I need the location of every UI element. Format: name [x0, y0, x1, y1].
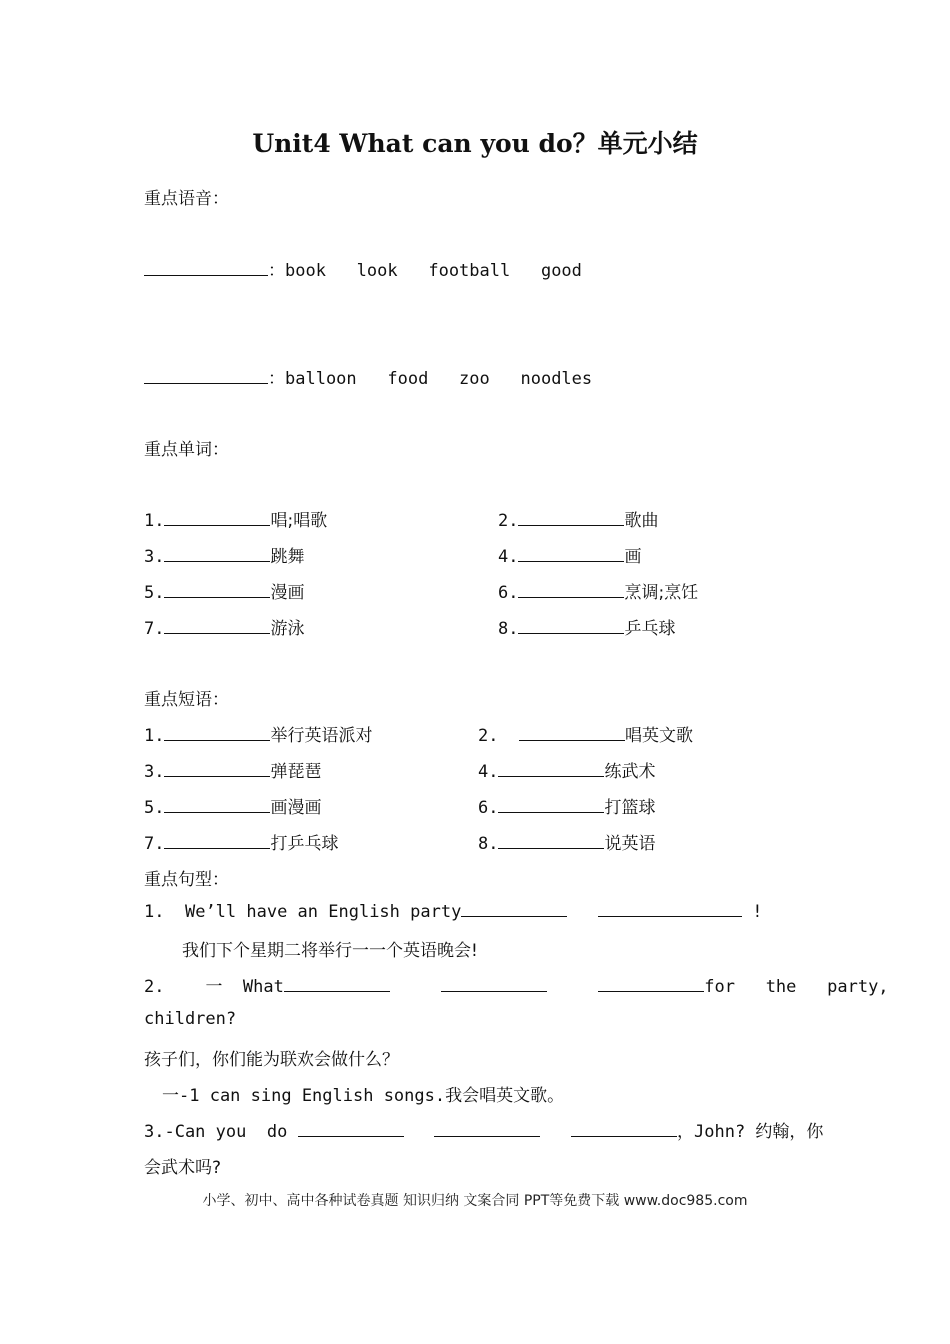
answer-blank[interactable]	[164, 509, 270, 526]
answer-blank[interactable]	[164, 581, 270, 598]
answer-blank[interactable]	[441, 975, 547, 992]
phrases-heading: 重点短语：	[144, 690, 229, 710]
answer-blank[interactable]	[498, 832, 604, 849]
word: good	[540, 261, 582, 281]
answer-blank[interactable]	[518, 509, 624, 526]
vocab-item: 4. 画	[498, 547, 642, 567]
answer-blank[interactable]	[571, 1120, 677, 1137]
answer-blank[interactable]	[164, 617, 270, 634]
sentences-heading: 重点句型：	[144, 870, 229, 890]
answer-blank[interactable]	[461, 900, 567, 917]
word: football	[428, 261, 511, 281]
vocab-item: 5. 漫画	[144, 583, 305, 603]
sentence-2: 2. 一 What for the party,	[144, 977, 889, 997]
answer-blank[interactable]	[164, 724, 270, 741]
colon: ：	[268, 369, 285, 389]
vocab-item: 2. 歌曲	[498, 511, 659, 531]
sentence-2-cont: children?	[144, 1009, 237, 1029]
answer-blank[interactable]	[284, 975, 390, 992]
footer-text: 小学、初中、高中各种试卷真题 知识归纳 文案合同 PPT等免费下载 www.doc985.com	[202, 1193, 748, 1209]
answer-blank[interactable]	[518, 581, 624, 598]
phrase-item: 2. 唱英文歌	[478, 726, 693, 746]
phrase-item: 5. 画漫画	[144, 798, 322, 818]
answer-blank[interactable]	[144, 367, 268, 384]
phrase-item: 6. 打篮球	[478, 798, 656, 818]
answer-blank[interactable]	[164, 760, 270, 777]
word: food	[387, 369, 429, 389]
vocab-item: 8. 乒乓球	[498, 619, 676, 639]
vocab-item: 7. 游泳	[144, 619, 305, 639]
answer-blank[interactable]	[164, 545, 270, 562]
word: book	[285, 261, 326, 281]
word: noodles	[520, 369, 593, 389]
answer-blank[interactable]	[164, 832, 270, 849]
phonics-row-1	[144, 256, 582, 281]
answer-blank[interactable]	[298, 1120, 404, 1137]
answer-blank[interactable]	[144, 259, 268, 276]
vocab-heading: 重点单词：	[144, 440, 229, 460]
vocab-item: 1. 唱;唱歌	[144, 511, 328, 531]
answer-blank[interactable]	[498, 760, 604, 777]
answer-blank[interactable]	[434, 1120, 540, 1137]
phonics-heading: 重点语音：	[144, 189, 229, 209]
word: zoo	[459, 369, 490, 389]
answer-blank[interactable]	[164, 796, 270, 813]
phrase-item: 3. 弹琵琶	[144, 762, 322, 782]
phrase-item: 1. 举行英语派对	[144, 726, 373, 746]
answer-blank[interactable]	[598, 900, 742, 917]
answer-blank[interactable]	[598, 975, 704, 992]
sentence-3-cont: 会武术吗?	[144, 1158, 222, 1178]
answer-blank[interactable]	[498, 796, 604, 813]
phrase-item: 7. 打乒乓球	[144, 834, 339, 854]
answer-blank[interactable]	[518, 617, 624, 634]
sentence-1: 1. We’ll have an English party !	[144, 902, 763, 922]
vocab-item: 6. 烹调;烹饪	[498, 583, 699, 603]
sentence-2-translation: 孩子们，你们能为联欢会做什么？	[144, 1050, 399, 1070]
phonics-row-2	[144, 364, 592, 389]
page-title: Unit4 What can you do？单元小结	[252, 129, 698, 158]
colon: ：	[268, 261, 285, 281]
vocab-item: 3. 跳舞	[144, 547, 305, 567]
word: balloon	[285, 369, 357, 389]
sentence-1-translation: 我们下个星期二将举行一一个英语晚会!	[182, 941, 478, 961]
sentence-2-answer: 一-1 can sing English songs.我会唱英文歌。	[162, 1086, 565, 1106]
word: look	[356, 261, 398, 281]
answer-blank[interactable]	[519, 724, 625, 741]
phrase-item: 8. 说英语	[478, 834, 656, 854]
answer-blank[interactable]	[518, 545, 624, 562]
phrase-item: 4. 练武术	[478, 762, 656, 782]
sentence-3: 3.-Can you do ，John? 约翰，你	[144, 1122, 824, 1142]
